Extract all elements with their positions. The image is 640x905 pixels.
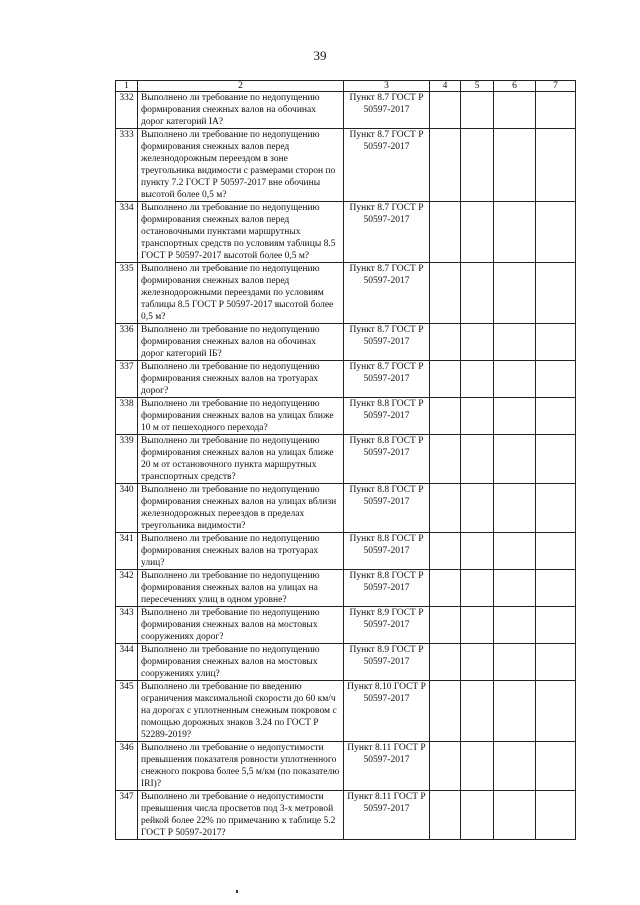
table-row [116, 202, 576, 263]
answer-cell-col-4 [430, 263, 461, 324]
requirement-question: Выполнено ли требование по недопущению формирования снежных валов на тротуарах дорог? [138, 361, 344, 398]
answer-cell-col-5 [461, 324, 494, 361]
standard-reference: Пункт 8.11 ГОСТ Р 50597-2017 [344, 791, 430, 840]
standard-reference: Пункт 8.11 ГОСТ Р 50597-2017 [344, 742, 430, 791]
standard-reference: Пункт 8.7 ГОСТ Р 50597-2017 [344, 361, 430, 398]
answer-cell-col-7 [536, 202, 576, 263]
answer-cell-col-5 [461, 484, 494, 533]
standard-reference: Пункт 8.7 ГОСТ Р 50597-2017 [344, 202, 430, 263]
row-number: 342 [116, 570, 138, 607]
requirement-question: Выполнено ли требование о недопустимости превышения числа просветов под 3-х метровой рейкой более 22% по примечанию к таблице 5.2 ГОСТ Р 50597-2017? [138, 791, 344, 840]
answer-cell-col-4 [430, 361, 461, 398]
answer-cell-col-6 [494, 570, 536, 607]
answer-cell-col-4 [430, 681, 461, 742]
answer-cell-col-6 [494, 435, 536, 484]
answer-cell-col-7 [536, 484, 576, 533]
column-header: 4 [430, 81, 461, 92]
answer-cell-col-5 [461, 398, 494, 435]
standard-reference: Пункт 8.9 ГОСТ Р 50597-2017 [344, 644, 430, 681]
answer-cell-col-6 [494, 607, 536, 644]
table-row [116, 742, 576, 791]
answer-cell-col-4 [430, 435, 461, 484]
standard-reference: Пункт 8.7 ГОСТ Р 50597-2017 [344, 129, 430, 202]
column-header: 1 [116, 81, 138, 92]
requirement-question: Выполнено ли требование по введению ограничения максимальной скорости до 60 км/ч на дорогах с уплотненным снежным покровом с помощью дорожных знаков 3.24 по ГОСТ Р 52289-2019? [138, 681, 344, 742]
row-number: 336 [116, 324, 138, 361]
answer-cell-col-6 [494, 533, 536, 570]
column-header: 6 [494, 81, 536, 92]
standard-reference: Пункт 8.7 ГОСТ Р 50597-2017 [344, 324, 430, 361]
answer-cell-col-6 [494, 681, 536, 742]
row-number: 334 [116, 202, 138, 263]
answer-cell-col-4 [430, 129, 461, 202]
row-number: 341 [116, 533, 138, 570]
answer-cell-col-4 [430, 202, 461, 263]
table-row [116, 791, 576, 840]
answer-cell-col-6 [494, 361, 536, 398]
answer-cell-col-4 [430, 398, 461, 435]
answer-cell-col-5 [461, 607, 494, 644]
answer-cell-col-6 [494, 92, 536, 129]
answer-cell-col-5 [461, 361, 494, 398]
answer-cell-col-5 [461, 644, 494, 681]
table-row [116, 533, 576, 570]
answer-cell-col-6 [494, 263, 536, 324]
answer-cell-col-5 [461, 435, 494, 484]
answer-cell-col-5 [461, 263, 494, 324]
answer-cell-col-5 [461, 791, 494, 840]
requirement-question: Выполнено ли требование о недопустимости превышения показателя ровности уплотненного снежного покрова более 5,5 м/км (по показателю IRI)? [138, 742, 344, 791]
answer-cell-col-4 [430, 92, 461, 129]
row-number: 335 [116, 263, 138, 324]
row-number: 343 [116, 607, 138, 644]
standard-reference: Пункт 8.10 ГОСТ Р 50597-2017 [344, 681, 430, 742]
requirement-question: Выполнено ли требование по недопущению формирования снежных валов на улицах ближе 10 м от пешеходного перехода? [138, 398, 344, 435]
table-row [116, 644, 576, 681]
table-row [116, 398, 576, 435]
answer-cell-col-7 [536, 607, 576, 644]
requirement-question: Выполнено ли требование по недопущению формирования снежных валов на мостовых сооружениях дорог? [138, 607, 344, 644]
answer-cell-col-5 [461, 92, 494, 129]
header-row [116, 81, 576, 92]
table-row [116, 570, 576, 607]
answer-cell-col-6 [494, 742, 536, 791]
table-row [116, 92, 576, 129]
answer-cell-col-4 [430, 644, 461, 681]
row-number: 340 [116, 484, 138, 533]
answer-cell-col-6 [494, 324, 536, 361]
column-header: 3 [344, 81, 430, 92]
row-number: 339 [116, 435, 138, 484]
requirement-question: Выполнено ли требование по недопущению формирования снежных валов перед железнодорожными переездами по условиям таблицы 8.5 ГОСТ Р 50597-2017 высотой более 0,5 м? [138, 263, 344, 324]
row-number: 333 [116, 129, 138, 202]
answer-cell-col-7 [536, 324, 576, 361]
standard-reference: Пункт 8.7 ГОСТ Р 50597-2017 [344, 263, 430, 324]
answer-cell-col-7 [536, 129, 576, 202]
answer-cell-col-4 [430, 484, 461, 533]
answer-cell-col-6 [494, 129, 536, 202]
row-number: 345 [116, 681, 138, 742]
answer-cell-col-5 [461, 681, 494, 742]
checklist-table [115, 80, 576, 840]
answer-cell-col-7 [536, 644, 576, 681]
row-number: 347 [116, 791, 138, 840]
standard-reference: Пункт 8.9 ГОСТ Р 50597-2017 [344, 607, 430, 644]
table-row [116, 435, 576, 484]
answer-cell-col-4 [430, 607, 461, 644]
requirement-question: Выполнено ли требование по недопущению формирования снежных валов на мостовых сооружениях улиц? [138, 644, 344, 681]
requirement-question: Выполнено ли требование по недопущению формирования снежных валов на улицах вблизи железнодорожных переездов в пределах треугольника видимости? [138, 484, 344, 533]
standard-reference: Пункт 8.8 ГОСТ Р 50597-2017 [344, 398, 430, 435]
requirement-question: Выполнено ли требование по недопущению формирования снежных валов на улицах ближе 20 м от остановочного пункта маршрутных транспортных средств? [138, 435, 344, 484]
standard-reference: Пункт 8.8 ГОСТ Р 50597-2017 [344, 484, 430, 533]
requirement-question: Выполнено ли требование по недопущению формирования снежных валов на улицах на пересечениях улиц в одном уровне? [138, 570, 344, 607]
answer-cell-col-7 [536, 361, 576, 398]
answer-cell-col-5 [461, 533, 494, 570]
answer-cell-col-7 [536, 742, 576, 791]
answer-cell-col-5 [461, 202, 494, 263]
table-row [116, 681, 576, 742]
answer-cell-col-6 [494, 644, 536, 681]
row-number: 338 [116, 398, 138, 435]
scan-artifact [236, 890, 238, 893]
answer-cell-col-7 [536, 398, 576, 435]
table-row [116, 263, 576, 324]
row-number: 332 [116, 92, 138, 129]
answer-cell-col-7 [536, 435, 576, 484]
answer-cell-col-4 [430, 791, 461, 840]
standard-reference: Пункт 8.7 ГОСТ Р 50597-2017 [344, 92, 430, 129]
answer-cell-col-5 [461, 742, 494, 791]
table-row [116, 361, 576, 398]
answer-cell-col-7 [536, 533, 576, 570]
answer-cell-col-7 [536, 570, 576, 607]
answer-cell-col-5 [461, 570, 494, 607]
answer-cell-col-5 [461, 129, 494, 202]
standard-reference: Пункт 8.8 ГОСТ Р 50597-2017 [344, 435, 430, 484]
table-row [116, 324, 576, 361]
answer-cell-col-7 [536, 791, 576, 840]
requirement-question: Выполнено ли требование по недопущению формирования снежных валов на обочинах дорог категорий IA? [138, 92, 344, 129]
table-row [116, 607, 576, 644]
answer-cell-col-7 [536, 92, 576, 129]
answer-cell-col-4 [430, 324, 461, 361]
table-row [116, 484, 576, 533]
requirement-question: Выполнено ли требование по недопущению формирования снежных валов перед остановочными пунктами маршрутных транспортных средств по условиям таблицы 8.5 ГОСТ Р 50597-2017 высотой более 0,5 м? [138, 202, 344, 263]
requirement-question: Выполнено ли требование по недопущению формирования снежных валов на тротуарах улиц? [138, 533, 344, 570]
requirement-question: Выполнено ли требование по недопущению формирования снежных валов перед железнодорожным переездом в зоне треугольника видимости с размерами сторон по пункту 7.2 ГОСТ Р 50597-2017 вне обочины высотой более 0,5 м? [138, 129, 344, 202]
answer-cell-col-6 [494, 791, 536, 840]
answer-cell-col-4 [430, 533, 461, 570]
answer-cell-col-6 [494, 398, 536, 435]
answer-cell-col-6 [494, 202, 536, 263]
row-number: 337 [116, 361, 138, 398]
column-header: 7 [536, 81, 576, 92]
answer-cell-col-7 [536, 263, 576, 324]
requirement-question: Выполнено ли требование по недопущению формирования снежных валов на обочинах дорог категорий IБ? [138, 324, 344, 361]
standard-reference: Пункт 8.8 ГОСТ Р 50597-2017 [344, 570, 430, 607]
standard-reference: Пункт 8.8 ГОСТ Р 50597-2017 [344, 533, 430, 570]
row-number: 344 [116, 644, 138, 681]
table-row [116, 129, 576, 202]
page-number: 39 [313, 48, 327, 63]
answer-cell-col-6 [494, 484, 536, 533]
column-header: 2 [138, 81, 344, 92]
answer-cell-col-4 [430, 742, 461, 791]
column-header: 5 [461, 81, 494, 92]
row-number: 346 [116, 742, 138, 791]
answer-cell-col-4 [430, 570, 461, 607]
answer-cell-col-7 [536, 681, 576, 742]
